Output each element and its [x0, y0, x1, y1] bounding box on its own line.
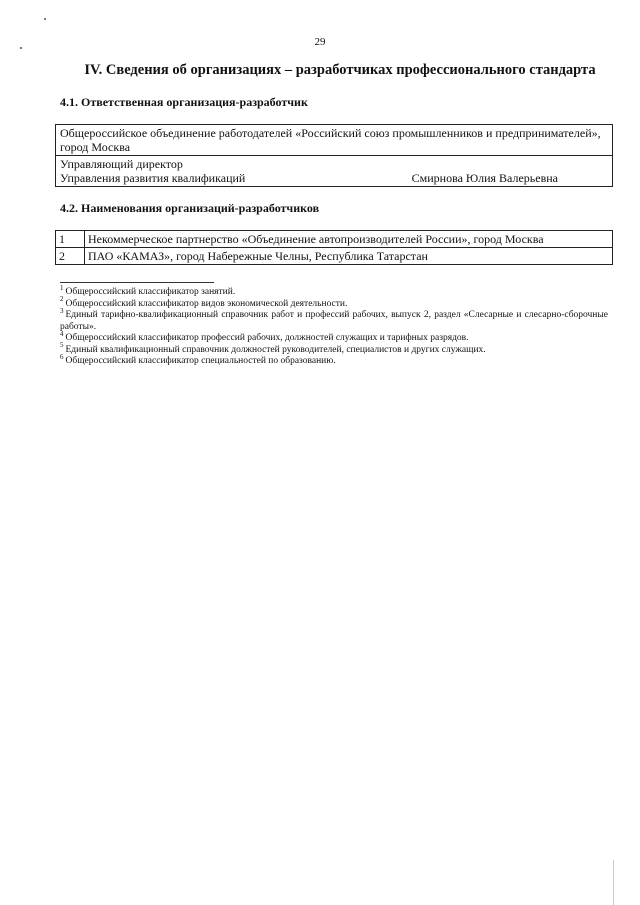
footnote — [60, 306, 608, 333]
footnote-text: Единый тарифно-квалификационный справочник работ и профессий рабочих, выпуск 2, раздел «Слесарные и слесарно-сборочные работы». — [60, 310, 608, 332]
footnote-mark: 5 — [60, 341, 64, 350]
footnote-text: Общероссийский классификатор видов экономической деятельности. — [65, 298, 348, 309]
organization-name: ПАО «КАМАЗ», город Набережные Челны, Республика Татарстан — [85, 248, 613, 265]
position-line-2-row — [60, 171, 608, 185]
table-row — [56, 248, 613, 265]
subsection-heading-4-1: 4.1. Ответственная организация-разработчик — [60, 95, 308, 109]
table-row — [56, 231, 613, 248]
scan-speck — [44, 18, 46, 20]
page-number: 29 — [314, 36, 326, 48]
organization-name: Некоммерческое партнерство «Объединение автопроизводителей России», город Москва — [85, 231, 613, 248]
position-cell — [56, 156, 613, 187]
footnote-text: Единый квалификационный справочник должностей руководителей, специалистов и других служащих. — [65, 344, 486, 355]
footnote-mark: 3 — [60, 306, 64, 315]
signatory-name: Смирнова Юлия Валерьевна — [411, 171, 558, 185]
position-line-1: Управляющий директор — [60, 157, 183, 171]
position-line-2: Управления развития квалификаций — [60, 171, 246, 185]
footnote-mark: 4 — [60, 329, 64, 338]
footnote — [60, 341, 608, 357]
row-number: 2 — [56, 248, 85, 265]
footnote-mark: 6 — [60, 352, 64, 361]
table-row — [56, 156, 613, 187]
row-number: 1 — [56, 231, 85, 248]
footnote — [60, 352, 608, 368]
footnote-mark: 2 — [60, 295, 64, 304]
footnote-separator — [60, 282, 214, 283]
organization-cell: Общероссийское объединение работодателей «Российский союз промышленников и предпринимателей», город Москва — [56, 125, 613, 156]
footnote-text: Общероссийский классификатор занятий. — [65, 287, 236, 297]
footnote-text: Общероссийский классификатор специальностей по образованию. — [65, 356, 336, 366]
subsection-heading-4-2: 4.2. Наименования организаций-разработчиков — [60, 201, 320, 215]
footnote-text: Общероссийский классификатор профессий рабочих, должностей служащих и тарифных разрядов. — [65, 333, 469, 343]
scan-edge-line — [613, 860, 614, 905]
footnote — [60, 295, 608, 311]
table-row — [56, 125, 613, 156]
section-title: IV. Сведения об организациях – разработчиках профессионального стандарта — [84, 62, 596, 78]
footnote-mark: 1 — [60, 283, 64, 292]
responsible-organization-table — [55, 124, 613, 187]
footnotes — [60, 283, 608, 368]
footnote — [60, 329, 608, 345]
developer-organizations-table — [55, 230, 613, 265]
footnote — [60, 283, 608, 299]
